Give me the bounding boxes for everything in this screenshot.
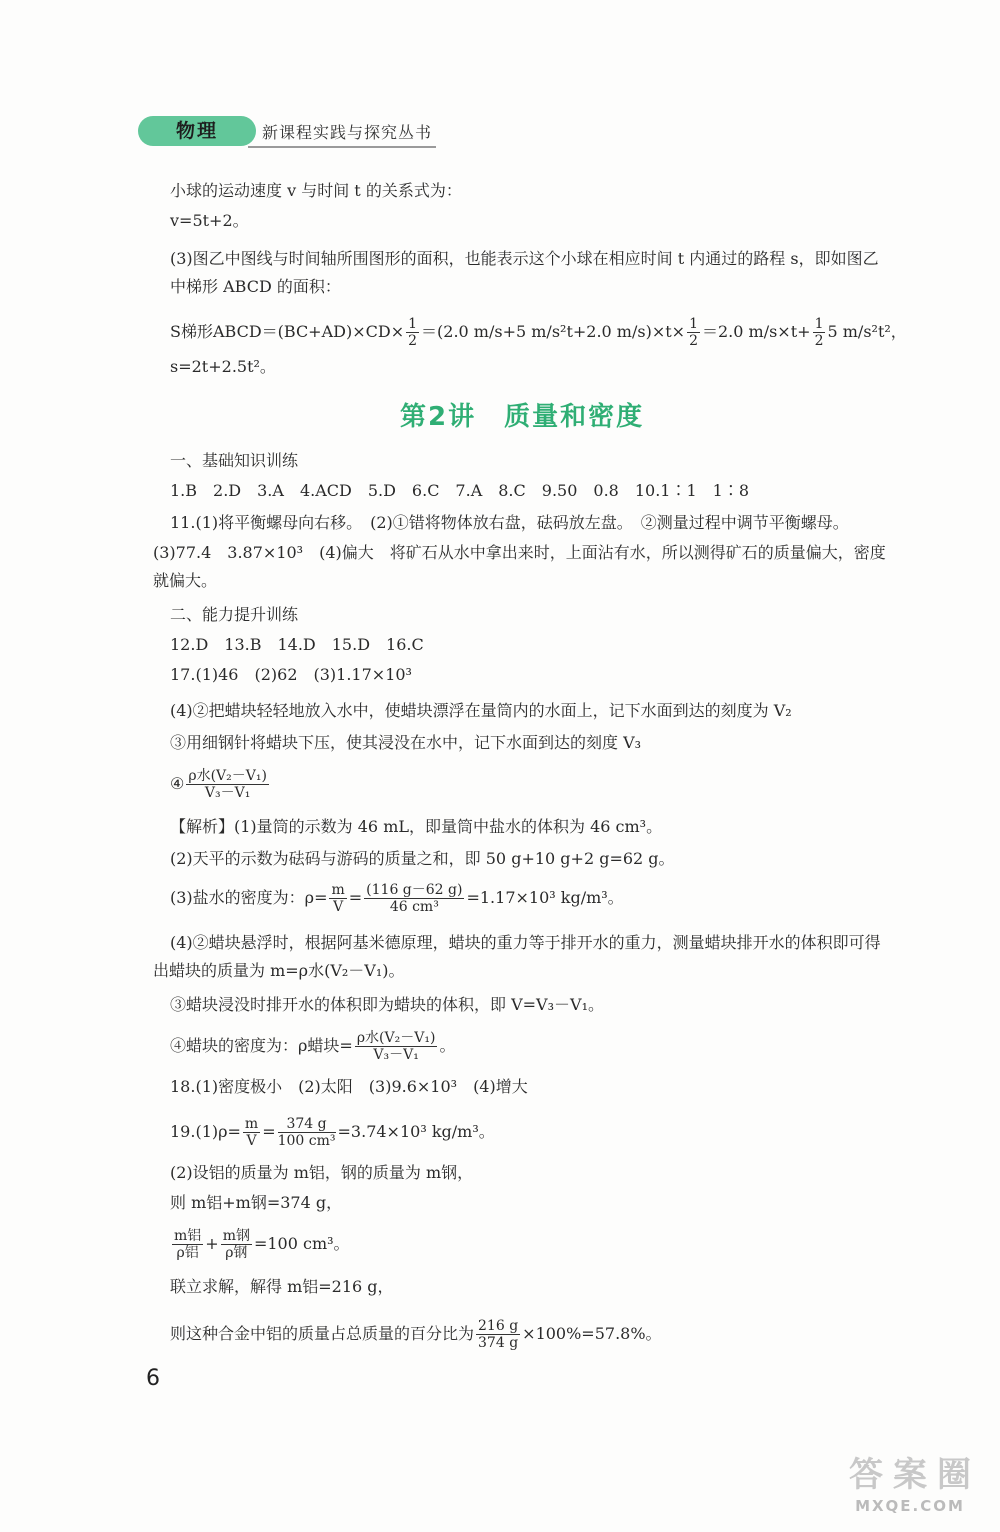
fraction-numerator: m	[331, 882, 345, 898]
fraction	[221, 1228, 252, 1261]
answer-line: 1.B 2.D 3.A 4.ACD 5.D 6.C 7.A 8.C 9.50 0.8 10.1∶1 1∶8	[170, 481, 749, 500]
watermark-char: 答	[849, 1455, 883, 1495]
fraction-numerator: 1	[408, 316, 418, 332]
formula-part: =1.17×10³ kg/m³。	[466, 888, 624, 907]
fraction-denominator: 2	[814, 333, 824, 349]
answer-formula	[170, 1116, 495, 1149]
formula-part: ＝2.0 m/s×t+	[702, 322, 811, 341]
explanation-line: (4)②蜡块悬浮时，根据阿基米德原理，蜡块的重力等于排开水的重力，测量蜡块排开水的体积即可得	[170, 933, 881, 952]
fraction-denominator: 100 cm³	[277, 1133, 336, 1149]
fraction	[355, 1030, 438, 1063]
explanation-line: (2)天平的示数为砝码与游码的质量之和，即 50 g+10 g+2 g=62 g。	[170, 849, 675, 868]
fraction-denominator: V	[246, 1133, 257, 1149]
subject-badge: 物理	[138, 116, 256, 146]
fraction-denominator: V	[333, 899, 344, 915]
fraction	[687, 316, 700, 349]
series-title: 新课程实践与探究丛书	[262, 123, 433, 142]
watermark-char: 圈	[937, 1455, 971, 1495]
fraction-numerator: 1	[814, 316, 824, 332]
fraction-denominator: ρ铝	[176, 1245, 199, 1261]
formula-part: 19.(1)ρ=	[170, 1122, 241, 1141]
site-watermark	[845, 1455, 975, 1515]
section-heading: 二、能力提升训练	[170, 605, 299, 624]
formula-part: ④蜡块的密度为：ρ蜡块=	[170, 1036, 353, 1055]
answer-line: (2)设铝的质量为 m铝，钢的质量为 m钢，	[170, 1163, 474, 1182]
formula-part: 5 m/s²t²，	[827, 322, 907, 341]
fraction-denominator: ρ钢	[225, 1245, 248, 1261]
lecture-heading: 第2讲 质量和密度	[400, 402, 645, 432]
fraction-denominator: 2	[408, 333, 418, 349]
explanation-formula	[170, 1030, 455, 1063]
answer-line: 联立求解，解得 m铝=216 g，	[170, 1277, 394, 1296]
fraction	[172, 1228, 203, 1261]
answer-line: ③用细钢针将蜡块下压，使其浸没在水中，记下水面到达的刻度 V₃	[170, 733, 642, 752]
answer-line: (4)②把蜡块轻轻地放入水中，使蜡块漂浮在量筒内的水面上，记下水面到达的刻度为 V₂	[170, 701, 792, 720]
formula-part: =	[262, 1122, 276, 1141]
explanation-line: 【解析】(1)量筒的示数为 46 mL，即量筒中盐水的体积为 46 cm³。	[170, 817, 663, 836]
fraction-denominator: 374 g	[478, 1335, 519, 1351]
fraction-numerator: m	[244, 1116, 259, 1132]
fraction-numerator: m钢	[222, 1228, 250, 1244]
formula-part: +	[205, 1234, 219, 1253]
fraction-denominator: V₃－V₁	[204, 785, 251, 801]
fraction-numerator: ρ水(V₂－V₁)	[356, 1030, 436, 1046]
answer-line: 12.D 13.B 14.D 15.D 16.C	[170, 635, 424, 654]
fraction-numerator: 1	[689, 316, 698, 332]
formula-part: =3.74×10³ kg/m³。	[337, 1122, 495, 1141]
answer-line: 就偏大。	[153, 571, 218, 590]
fraction-denominator: V₃－V₁	[373, 1047, 419, 1063]
answer-fraction-line	[170, 768, 271, 801]
formula-part: 。	[439, 1036, 456, 1055]
fraction	[813, 316, 826, 349]
text-line: s=2t+2.5t²。	[170, 357, 276, 376]
answer-line: 则 m铝+m钢=374 g，	[170, 1193, 343, 1212]
answer-line: 18.(1)密度极小 (2)太阳 (3)9.6×10³ (4)增大	[170, 1077, 528, 1096]
section-heading: 一、基础知识训练	[170, 451, 299, 470]
fraction-numerator: m铝	[174, 1228, 202, 1244]
fraction-denominator: 46 cm³	[389, 899, 439, 915]
answer-line: 11.(1)将平衡螺母向右移。 (2)①错将物体放右盘，砝码放左盘。 ②测量过程中调节平衡螺母。	[170, 513, 849, 532]
answer-formula	[170, 1318, 662, 1351]
answer-line: (3)77.4 3.87×10³ (4)偏大 将矿石从水中拿出来时，上面沾有水，所以测得矿石的质量偏大，密度	[153, 543, 886, 562]
formula-part: 则这种合金中铝的质量占总质量的百分比为	[170, 1324, 475, 1343]
page-number: 6	[146, 1366, 160, 1391]
formula-part: ＝(2.0 m/s+5 m/s²t+2.0 m/s)×t×	[421, 322, 686, 341]
explanation-line: 出蜡块的质量为 m=ρ水(V₂－V₁)。	[153, 961, 405, 980]
formula-part: S梯形ABCD＝(BC+AD)×CD×	[170, 322, 405, 341]
answer-line: 17.(1)46 (2)62 (3)1.17×10³	[170, 665, 412, 684]
formula-trapezoid	[170, 316, 907, 349]
explanation-formula	[170, 882, 624, 915]
answer-formula	[170, 1228, 350, 1261]
watermark-char: 案	[893, 1455, 927, 1495]
watermark-site: MXQE.COM	[855, 1497, 965, 1515]
fraction	[364, 882, 464, 915]
explanation-line: ③蜡块浸没时排开水的体积即为蜡块的体积，即 V=V₃－V₁。	[170, 995, 604, 1014]
text-line: 小球的运动速度 v 与时间 t 的关系式为：	[170, 181, 462, 200]
fraction	[278, 1116, 336, 1149]
formula-part: =	[348, 888, 363, 907]
text-line: v=5t+2。	[170, 211, 249, 230]
formula-part: =100 cm³。	[253, 1234, 350, 1253]
circled-number: ④	[170, 774, 185, 793]
fraction	[329, 882, 346, 915]
text-line: 中梯形 ABCD 的面积：	[170, 277, 341, 296]
fraction	[186, 768, 269, 801]
fraction	[476, 1318, 520, 1351]
fraction-denominator: 2	[689, 333, 698, 349]
formula-part: (3)盐水的密度为：ρ=	[170, 888, 328, 907]
text-line: (3)图乙中图线与时间轴所围图形的面积，也能表示这个小球在相应时间 t 内通过的路程 s，即如图乙	[170, 249, 879, 268]
fraction-numerator: 216 g	[478, 1318, 519, 1334]
fraction-numerator: (116 g－62 g)	[366, 882, 463, 898]
fraction	[243, 1116, 260, 1149]
fraction	[406, 316, 419, 349]
fraction-numerator: 374 g	[278, 1116, 336, 1133]
formula-part: ×100%=57.8%。	[522, 1324, 662, 1343]
header-rule	[248, 146, 436, 148]
fraction-numerator: ρ水(V₂－V₁)	[188, 768, 267, 784]
